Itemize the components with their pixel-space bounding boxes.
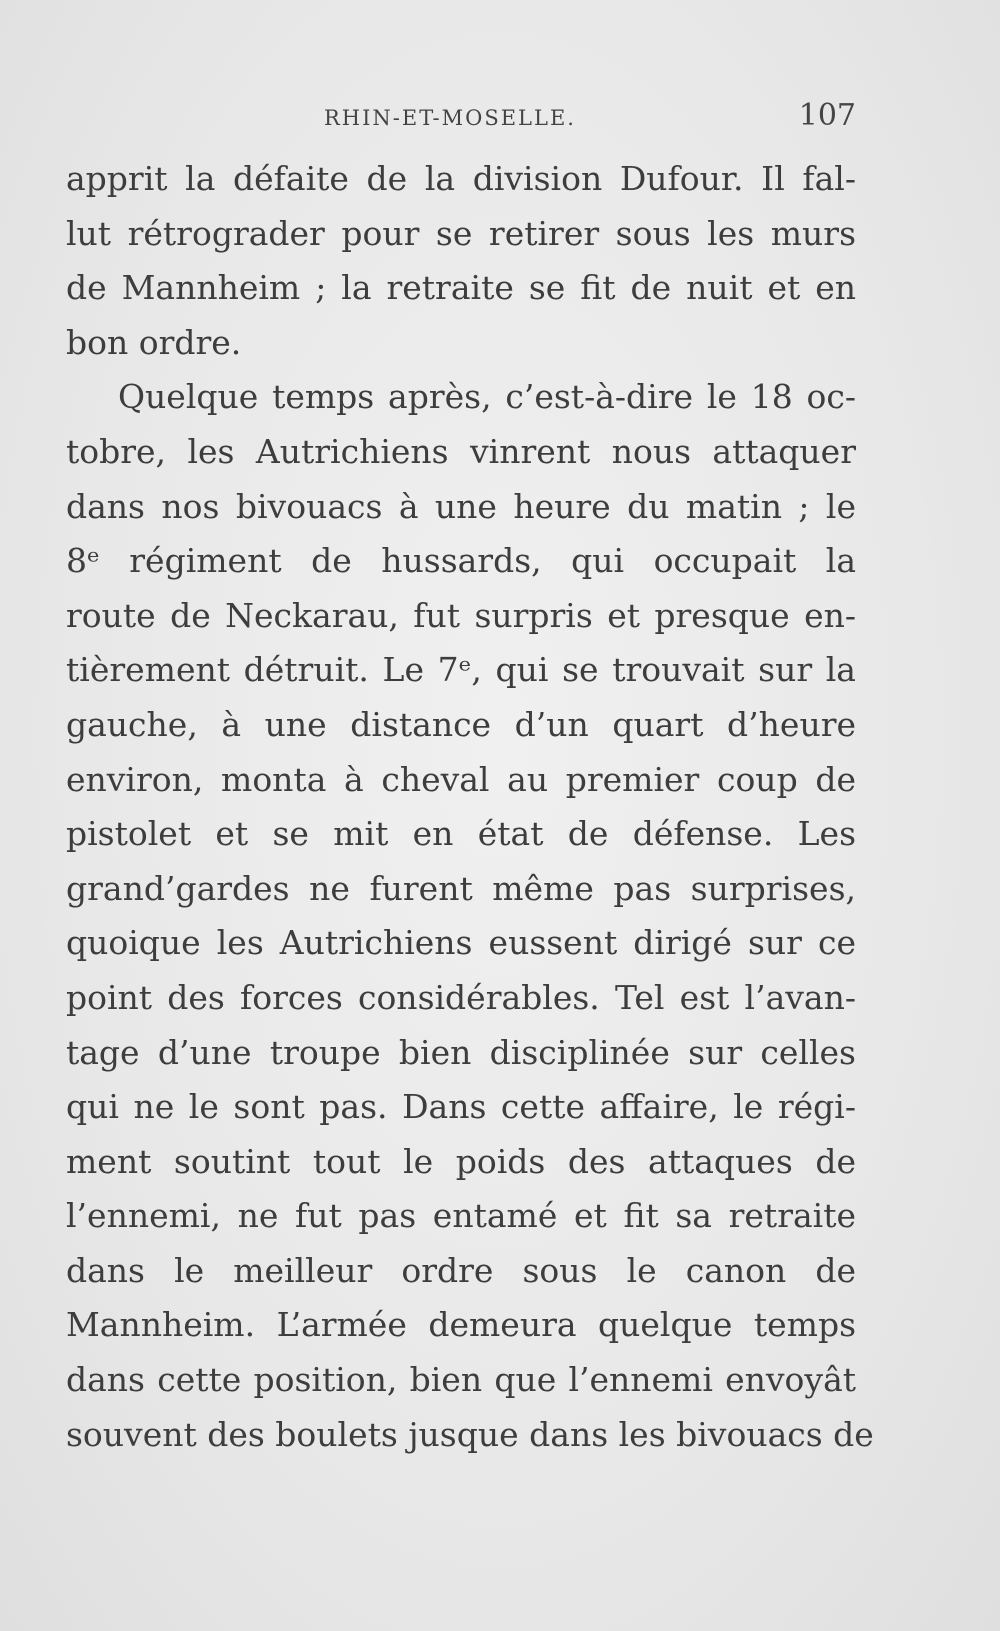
text-line: 8ᵉ régiment de hussards, qui occupait la (66, 541, 856, 581)
body-text (66, 152, 874, 1462)
text-line: qui ne le sont pas. Dans cette affaire, le régi- (66, 1087, 856, 1127)
text-line: pistolet et se mit en état de défense. Les (66, 814, 856, 854)
text-line: souvent des boulets jusque dans les bivouacs de (66, 1414, 874, 1454)
text-line: dans nos bivouacs à une heure du matin ; le (66, 486, 856, 526)
text-line: point des forces considérables. Tel est l’avan- (66, 977, 856, 1017)
text-line: tièrement détruit. Le 7ᵉ, qui se trouvait sur la (66, 650, 856, 690)
running-head-title: RHIN-ET-MOSELLE. (324, 106, 576, 130)
text-line: dans cette position, bien que l’ennemi envoyât (66, 1360, 856, 1400)
text-line: Mannheim. L’armée demeura quelque temps (66, 1305, 856, 1345)
text-line: tage d’une troupe bien disciplinée sur celles (66, 1032, 856, 1072)
text-line: route de Neckarau, fut surpris et presque en- (66, 595, 856, 635)
text-line: l’ennemi, ne fut pas entamé et fit sa retraite (66, 1196, 856, 1236)
text-line: ment soutint tout le poids des attaques de (66, 1141, 856, 1181)
running-head (66, 96, 856, 136)
text-line: grand’gardes ne furent même pas surprises, (66, 868, 856, 908)
text-line: quoique les Autrichiens eussent dirigé sur ce (66, 923, 856, 963)
text-line: environ, monta à cheval au premier coup de (66, 759, 856, 799)
text-line: bon ordre. (66, 322, 242, 362)
text-line: lut rétrograder pour se retirer sous les murs (66, 213, 856, 253)
text-line: dans le meilleur ordre sous le canon de (66, 1250, 856, 1290)
text-line: gauche, à une distance d’un quart d’heure (66, 704, 856, 744)
text-line: apprit la défaite de la division Dufour. Il fal- (66, 159, 856, 198)
text-line: tobre, les Autrichiens vinrent nous attaquer (66, 431, 856, 471)
page-number: 107 (798, 98, 856, 133)
text-line: Quelque temps après, c’est-à-dire le 18 oc- (118, 377, 856, 417)
text-line: de Mannheim ; la retraite se fit de nuit et en (66, 268, 856, 308)
